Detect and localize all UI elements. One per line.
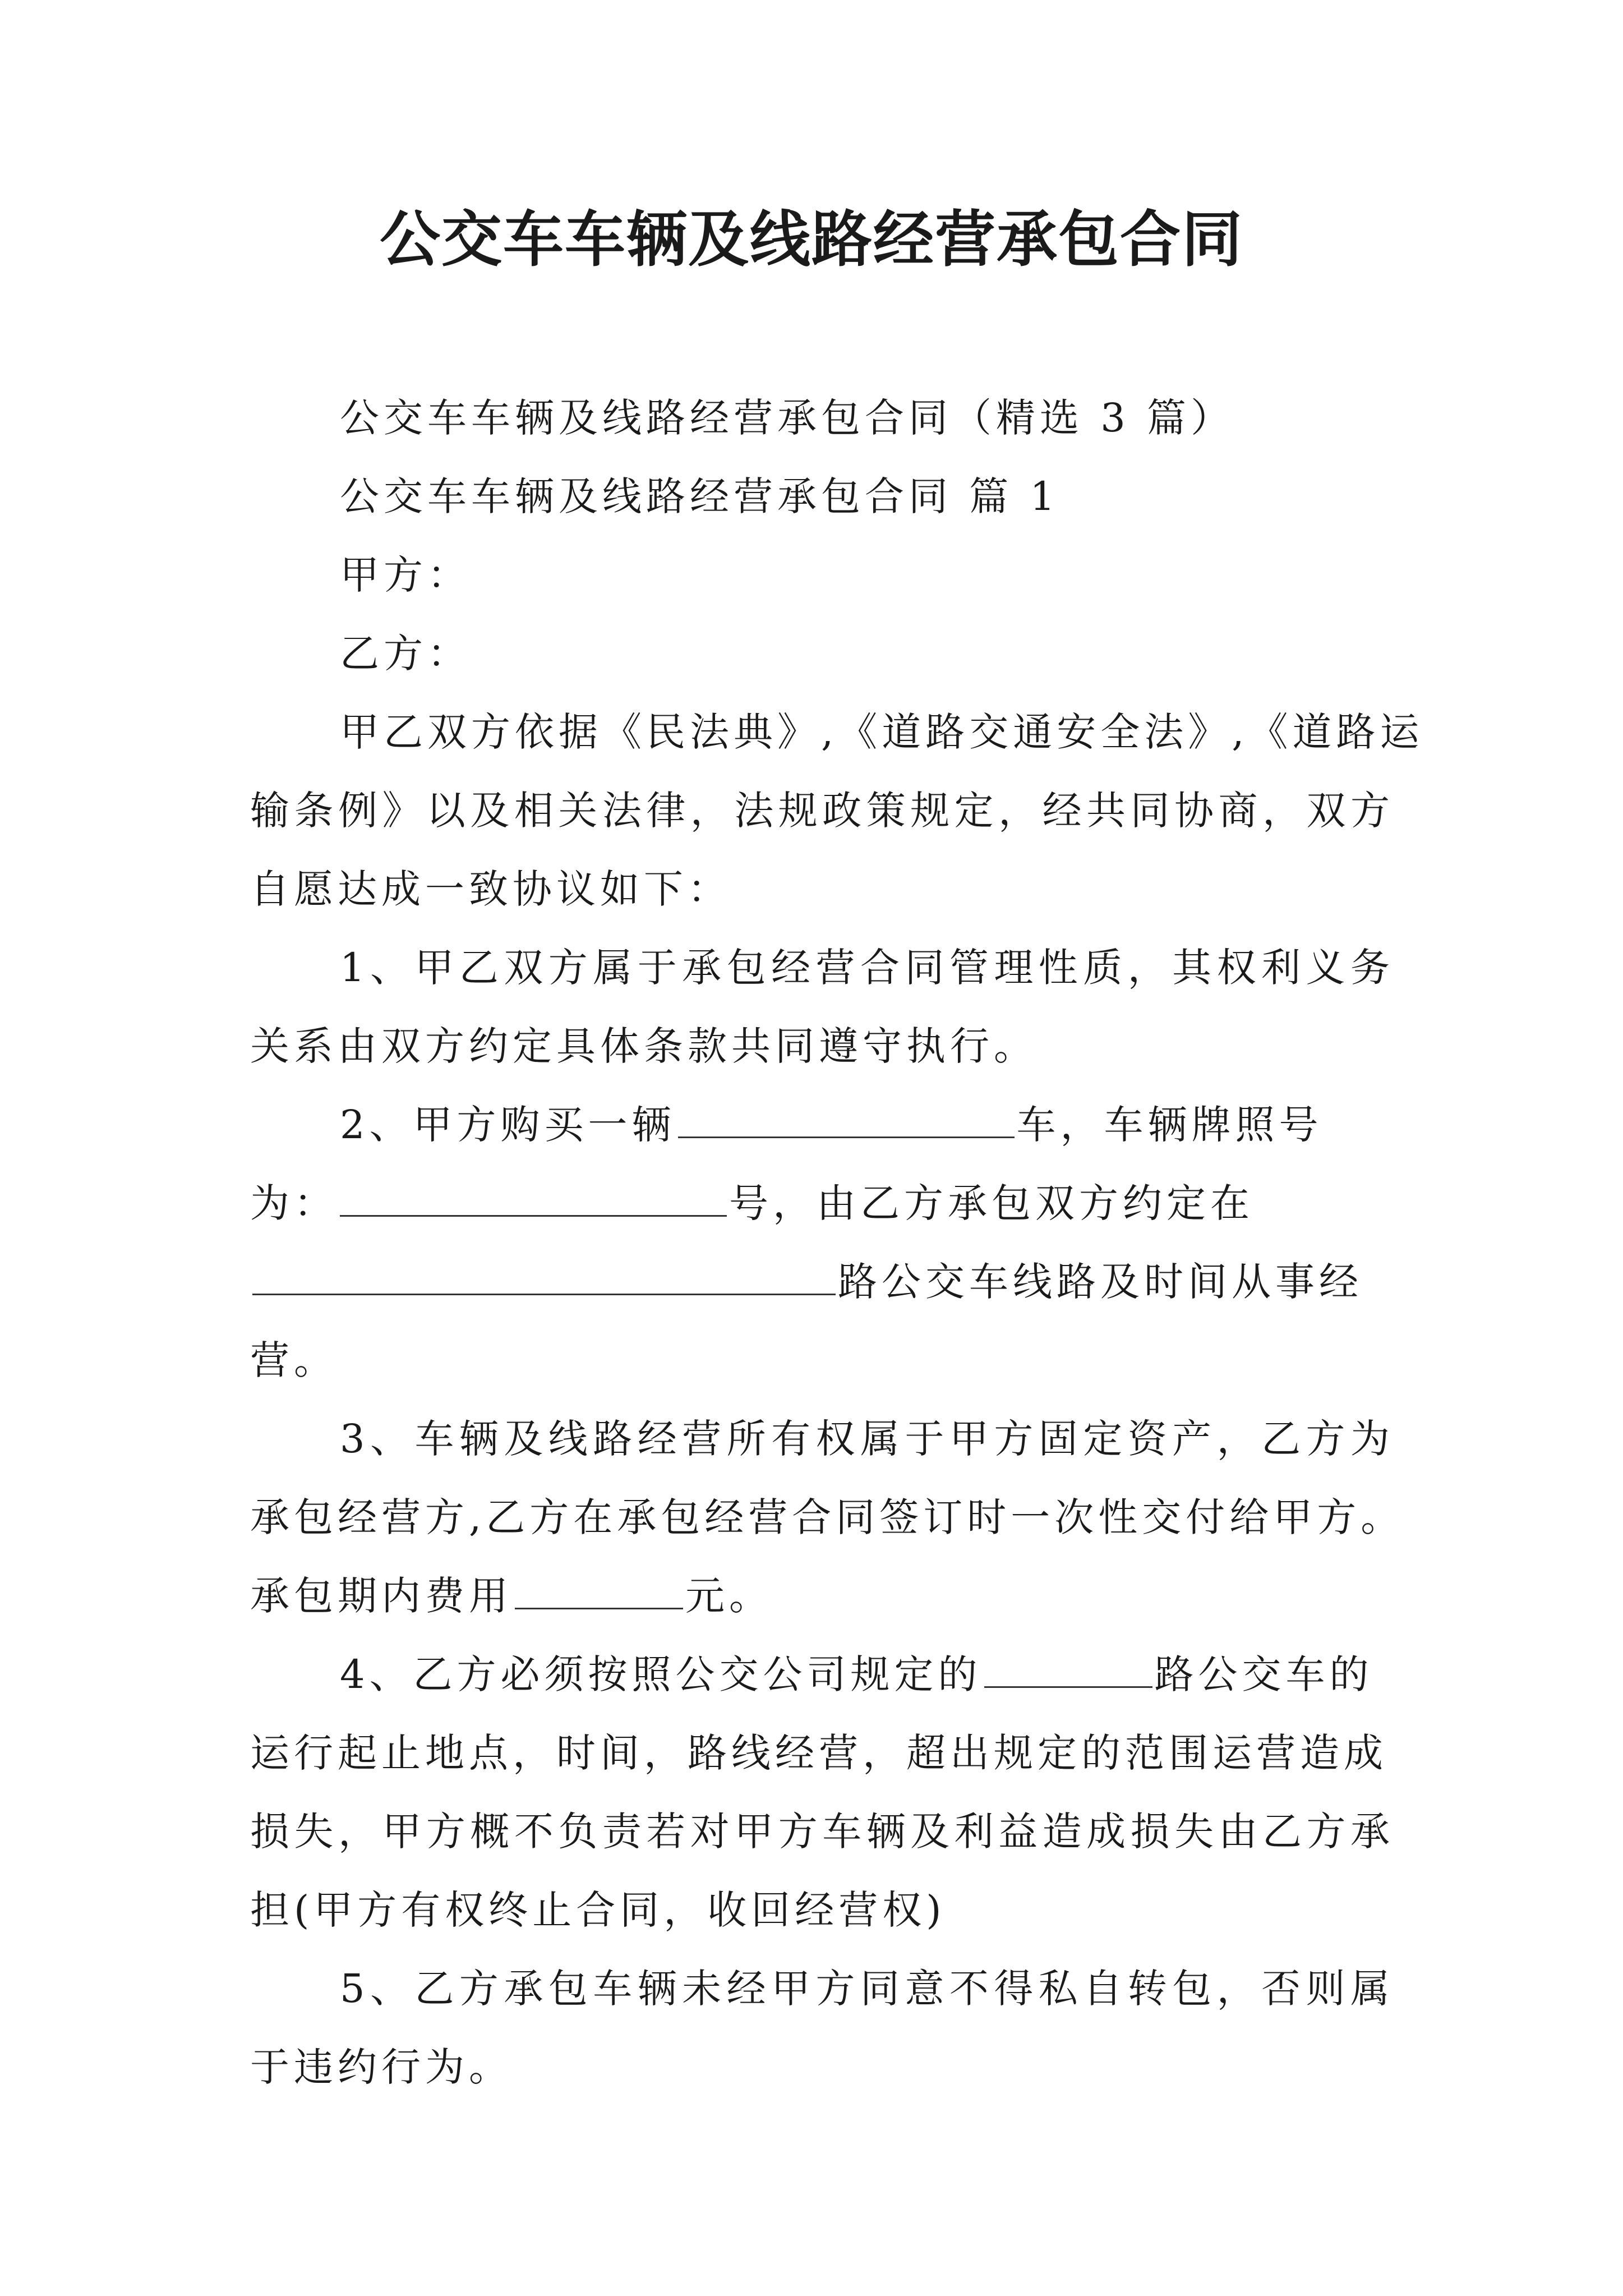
clause-1 xyxy=(250,928,1394,1085)
clause-text: 4、乙方必须按照公交公司规定的 xyxy=(340,1651,982,1697)
document-body xyxy=(250,379,1424,2106)
clause-text: 路公交车线路及时间从事经 xyxy=(838,1259,1363,1305)
preamble-line: 输条例》以及相关法律，法规政策规定，经共同协商，双方 xyxy=(250,788,1394,834)
party-b-label: 乙方： xyxy=(340,631,471,677)
clause-text: 车，车辆牌照号 xyxy=(1016,1102,1323,1148)
clause-line: 5、乙方承包车辆未经甲方同意不得私自转包，否则属 xyxy=(340,1966,1394,2012)
clause-5 xyxy=(250,1949,1394,2106)
preamble-line: 甲乙双方依据《民法典》,《道路交通安全法》,《道路运 xyxy=(340,709,1424,755)
clause-line: 承包经营方,乙方在承包经营合同签订时一次性交付给甲方。 xyxy=(250,1494,1405,1540)
clause-line xyxy=(250,1635,1394,1714)
clause-text: 承包期内费用 xyxy=(250,1573,513,1619)
preamble-paragraph xyxy=(250,693,1424,928)
clause-3 xyxy=(250,1400,1405,1635)
fee-blank xyxy=(515,1573,683,1609)
clause-line: 损失，甲方概不负责若对甲方车辆及利益造成损失由乙方承 xyxy=(250,1809,1394,1855)
clause-line: 3、车辆及线路经营所有权属于甲方固定资产，乙方为 xyxy=(340,1416,1394,1462)
clause-2 xyxy=(250,1085,1394,1400)
clause-line: 1、甲乙双方属于承包经营合同管理性质，其权利义务 xyxy=(340,945,1394,991)
clause-text: 路公交车的 xyxy=(1154,1651,1373,1697)
clause-text: 元。 xyxy=(685,1573,773,1619)
clause-line: 关系由双方约定具体条款共同遵守执行。 xyxy=(250,1023,1038,1069)
clause-line: 于违约行为。 xyxy=(250,2044,513,2090)
clause-line xyxy=(250,1243,1394,1321)
clause-line: 担(甲方有权终止合同，收回经营权) xyxy=(250,1887,946,1933)
party-a-label: 甲方： xyxy=(340,552,471,598)
route-blank xyxy=(252,1259,836,1295)
clause-line: 营。 xyxy=(250,1337,338,1383)
document-title: 公交车车辆及线路经营承包合同 xyxy=(379,204,1243,275)
section-heading: 公交车车辆及线路经营承包合同 篇 1 xyxy=(340,473,1060,519)
route-number-blank xyxy=(984,1651,1152,1688)
license-plate-blank xyxy=(340,1180,727,1217)
document-subtitle: 公交车车辆及线路经营承包合同（精选 3 篇） xyxy=(340,395,1235,441)
clause-text: 为： xyxy=(250,1180,338,1226)
preamble-line: 自愿达成一致协议如下： xyxy=(250,866,731,912)
clause-line xyxy=(250,1085,1394,1164)
clause-line xyxy=(250,1164,1394,1243)
clause-4 xyxy=(250,1635,1394,1949)
vehicle-model-blank xyxy=(678,1102,1015,1138)
clause-text: 2、甲方购买一辆 xyxy=(340,1102,676,1148)
clause-line: 运行起止地点，时间，路线经营，超出规定的范围运营造成 xyxy=(250,1730,1387,1776)
clause-text: 号，由乙方承包双方约定在 xyxy=(729,1180,1254,1226)
clause-line xyxy=(250,1557,1394,1635)
